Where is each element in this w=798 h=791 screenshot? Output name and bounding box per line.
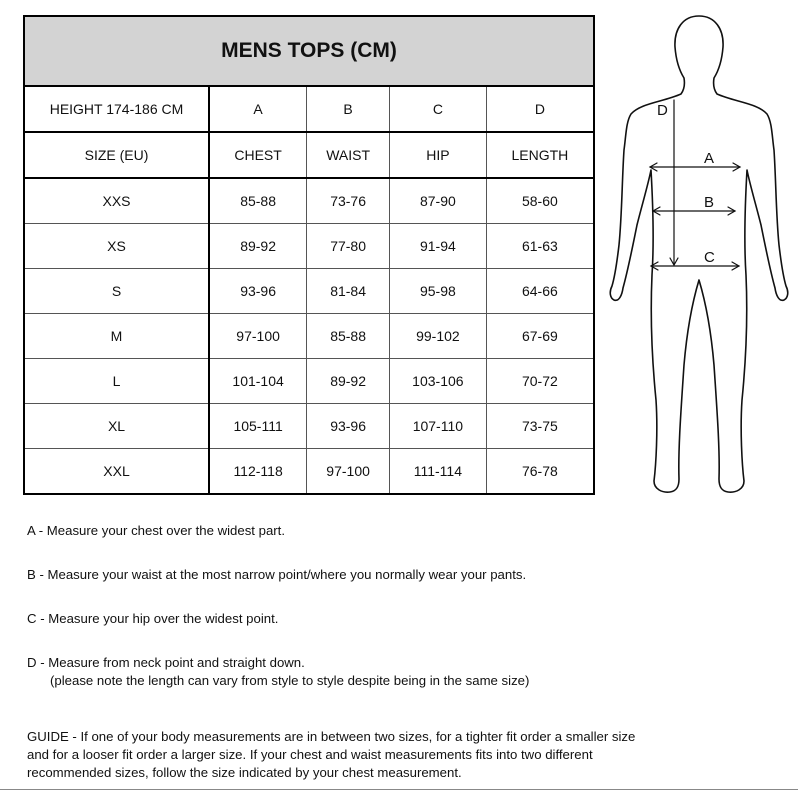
value-cell: 67-69: [486, 314, 594, 359]
size-cell: XXS: [24, 178, 209, 224]
measure-label-d: D: [657, 102, 668, 119]
table-row: [24, 359, 594, 404]
value-cell: 61-63: [486, 224, 594, 269]
table-title: MENS TOPS (CM): [24, 16, 594, 86]
body-outline: [610, 16, 787, 492]
table-row: [24, 314, 594, 359]
value-cell: 87-90: [389, 178, 486, 224]
size-cell: M: [24, 314, 209, 359]
value-cell: 73-76: [307, 178, 390, 224]
value-cell: 89-92: [307, 359, 390, 404]
size-cell: XXL: [24, 449, 209, 495]
note-b: B - Measure your waist at the most narrow point/where you normally wear your pants.: [27, 567, 527, 582]
value-cell: 93-96: [209, 269, 307, 314]
header-cell: SIZE (EU): [24, 132, 209, 178]
header-cell: LENGTH: [486, 132, 594, 178]
value-cell: 107-110: [389, 404, 486, 449]
size-cell: S: [24, 269, 209, 314]
note-d-line1: D - Measure from neck point and straight down.: [27, 655, 305, 670]
header-row-measure-names: [24, 132, 594, 178]
header-cell: CHEST: [209, 132, 307, 178]
value-cell: 70-72: [486, 359, 594, 404]
guide-line: and for a looser fit order a larger size. If your chest and waist measurements fits into two different: [27, 747, 593, 762]
header-cell: HEIGHT 174-186 CM: [24, 86, 209, 132]
value-cell: 95-98: [389, 269, 486, 314]
header-cell: C: [389, 86, 486, 132]
value-cell: 58-60: [486, 178, 594, 224]
table-row: [24, 224, 594, 269]
table-row: [24, 404, 594, 449]
header-cell: A: [209, 86, 307, 132]
size-cell: XL: [24, 404, 209, 449]
value-cell: 105-111: [209, 404, 307, 449]
guide-note: [27, 728, 635, 782]
table-row: [24, 449, 594, 495]
note-d: [27, 654, 529, 690]
guide-line: GUIDE - If one of your body measurements are in between two sizes, for a tighter fit order a smaller size: [27, 729, 636, 744]
value-cell: 73-75: [486, 404, 594, 449]
note-a: A - Measure your chest over the widest part.: [27, 523, 286, 538]
value-cell: 101-104: [209, 359, 307, 404]
value-cell: 64-66: [486, 269, 594, 314]
header-cell: B: [307, 86, 390, 132]
value-cell: 77-80: [307, 224, 390, 269]
header-cell: HIP: [389, 132, 486, 178]
value-cell: 112-118: [209, 449, 307, 495]
header-cell: D: [486, 86, 594, 132]
value-cell: 97-100: [209, 314, 307, 359]
size-cell: L: [24, 359, 209, 404]
size-cell: XS: [24, 224, 209, 269]
value-cell: 91-94: [389, 224, 486, 269]
table-row: [24, 178, 594, 224]
measure-label-a: A: [704, 150, 715, 167]
note-d-line2: (please note the length can vary from style to style despite being in the same size): [50, 673, 530, 688]
value-cell: 81-84: [307, 269, 390, 314]
measure-label-c: C: [704, 249, 715, 266]
guide-line: recommended sizes, follow the size indicated by your chest measurement.: [27, 765, 462, 780]
bottom-divider: [0, 789, 798, 790]
value-cell: 85-88: [307, 314, 390, 359]
title-row: [24, 16, 594, 86]
value-cell: 89-92: [209, 224, 307, 269]
size-table: [23, 15, 595, 495]
body-measurement-figure: [606, 10, 792, 500]
value-cell: 111-114: [389, 449, 486, 495]
table-row: [24, 269, 594, 314]
value-cell: 85-88: [209, 178, 307, 224]
note-c: C - Measure your hip over the widest point.: [27, 611, 279, 626]
measure-label-b: B: [704, 194, 715, 211]
value-cell: 99-102: [389, 314, 486, 359]
value-cell: 93-96: [307, 404, 390, 449]
header-cell: WAIST: [307, 132, 390, 178]
value-cell: 76-78: [486, 449, 594, 495]
header-row-measure-letters: [24, 86, 594, 132]
value-cell: 97-100: [307, 449, 390, 495]
value-cell: 103-106: [389, 359, 486, 404]
